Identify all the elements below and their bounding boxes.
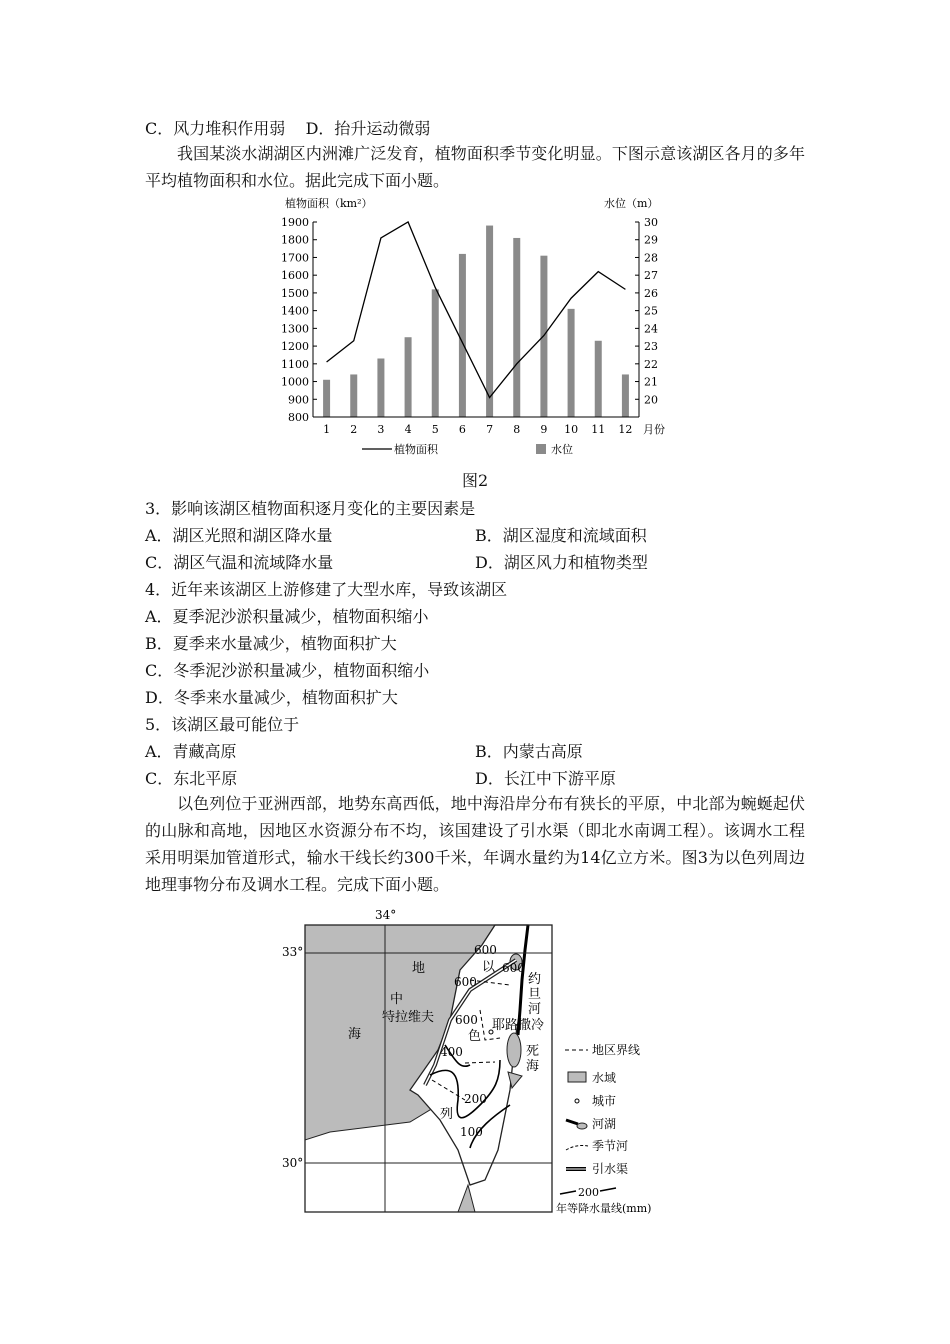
dead-sea-label-2: 海	[526, 1059, 540, 1074]
q3-stem: 3．影响该湖区植物面积逐月变化的主要因素是	[145, 499, 476, 518]
bar-12	[622, 374, 629, 417]
right-tick-label-25: 25	[644, 304, 658, 318]
right-tick-label-22: 22	[644, 357, 658, 371]
left-tick-label-900: 900	[288, 393, 309, 407]
left-tick-label-800: 800	[288, 411, 309, 424]
x-tick-label-11: 11	[591, 423, 606, 436]
lat-33-label: 33°	[282, 945, 304, 959]
q3-option-b[interactable]: B．湖区湿度和流域面积	[475, 526, 647, 545]
q4-option-d[interactable]: D．冬季来水量减少，植物面积扩大	[145, 688, 398, 707]
lon-34-label: 34°	[375, 908, 397, 922]
left-tick-label-1700: 1700	[281, 251, 309, 265]
bar-4	[405, 337, 412, 417]
jordan-label-3: 河	[528, 1002, 542, 1017]
eilat-water	[458, 1185, 475, 1212]
legend-label-bar: 水位	[551, 443, 573, 456]
right-tick-label-21: 21	[644, 375, 658, 389]
q4-stem: 4．近年来该湖区上游修建了大型水库，导致该湖区	[145, 580, 508, 599]
legend-seasonal-river: 季节河	[592, 1139, 629, 1153]
q4-option-c[interactable]: C．冬季泥沙淤积量减少，植物面积缩小	[145, 661, 430, 680]
legend-isoline: 年等降水量线(mm)	[556, 1202, 652, 1215]
isoline-label-600d: 600	[455, 1013, 478, 1027]
left-axis-title: 植物面积（km²）	[285, 197, 373, 210]
x-tick-label-10: 10	[564, 423, 579, 436]
jordan-label-2: 旦	[528, 987, 542, 1002]
legend-bar-swatch	[536, 444, 546, 454]
right-tick-label-30: 30	[644, 216, 658, 229]
left-tick-label-1200: 1200	[281, 340, 309, 354]
option-d: D．抬升运动微弱	[305, 119, 431, 138]
right-tick-label-20: 20	[644, 393, 658, 407]
x-tick-label-7: 7	[486, 423, 494, 436]
bar-7	[486, 226, 493, 417]
figure-caption: 图2	[462, 471, 489, 490]
isoline-label-400: 400	[440, 1045, 463, 1059]
bar-10	[568, 309, 575, 417]
q2-options-cd	[145, 116, 430, 139]
isoline-label-100: 100	[460, 1125, 483, 1139]
left-tick-label-1900: 1900	[281, 216, 309, 229]
right-tick-label-29: 29	[644, 233, 658, 247]
x-axis-title: 月份	[643, 423, 665, 436]
lat-30-label: 30°	[282, 1156, 304, 1170]
israel-map	[270, 900, 690, 1220]
q3-option-c[interactable]: C．湖区气温和流域降水量	[145, 553, 334, 572]
bar-2	[350, 374, 357, 417]
isoline-label-200: 200	[464, 1092, 487, 1106]
map-legend	[556, 1042, 651, 1215]
legend-city: 城市	[592, 1094, 617, 1108]
x-tick-label-4: 4	[404, 423, 412, 436]
q5-option-d[interactable]: D．长江中下游平原	[475, 769, 616, 788]
q5-stem: 5．该湖区最可能位于	[145, 715, 300, 734]
left-tick-label-1500: 1500	[281, 286, 309, 300]
right-tick-label-23: 23	[644, 340, 658, 354]
left-tick-label-1800: 1800	[281, 233, 309, 247]
legend-canal: 引水渠	[592, 1162, 629, 1176]
sea-label-3: 海	[348, 1027, 362, 1042]
right-tick-label-28: 28	[644, 251, 658, 265]
legend-river-lake: 河湖	[592, 1117, 617, 1131]
jerusalem-label: 耶路撒冷	[492, 1018, 545, 1033]
x-tick-label-12: 12	[618, 423, 633, 436]
right-tick-label-26: 26	[644, 286, 658, 300]
legend-water: 水域	[592, 1071, 617, 1085]
tel-aviv-label: 特拉维夫	[382, 1010, 435, 1025]
jordan-label-1: 约	[528, 972, 542, 987]
intro-paragraph-lake: 我国某淡水湖湖区内洲滩广泛发育，植物面积季节变化明显。下图示意该湖区各月的多年平均植物面积和水位。据此完成下面小题。	[145, 144, 805, 190]
bar-1	[323, 380, 330, 417]
q4-option-a[interactable]: A．夏季泥沙淤积量减少，植物面积缩小	[145, 607, 429, 626]
right-tick-label-24: 24	[644, 322, 658, 336]
bar-3	[377, 359, 384, 418]
option-c: C．风力堆积作用弱	[145, 119, 286, 138]
bar-5	[432, 289, 439, 417]
left-tick-label-1000: 1000	[281, 375, 309, 389]
lake-chart	[270, 190, 690, 465]
dead-sea-water	[507, 1033, 521, 1067]
country-label-2: 色	[468, 1029, 482, 1044]
sea-label-2: 中	[390, 992, 404, 1007]
q3-option-a[interactable]: A．湖区光照和湖区降水量	[145, 526, 333, 545]
isoline-label-600a: 600	[474, 943, 497, 957]
q3-option-d[interactable]: D．湖区风力和植物类型	[475, 553, 648, 572]
right-axis-title: 水位（m）	[604, 197, 659, 210]
q5-option-a[interactable]: A．青藏高原	[145, 742, 237, 761]
isoline-label-600c: 600	[502, 961, 525, 975]
x-tick-label-8: 8	[513, 423, 521, 436]
bar-8	[513, 238, 520, 417]
left-tick-label-1100: 1100	[281, 357, 309, 371]
sea-label-1: 地	[412, 961, 426, 976]
country-label-1: 以	[482, 960, 496, 975]
bar-6	[459, 254, 466, 417]
x-tick-label-9: 9	[540, 423, 548, 436]
q4-option-b[interactable]: B．夏季来水量减少，植物面积扩大	[145, 634, 397, 653]
x-tick-label-5: 5	[431, 423, 439, 436]
x-tick-label-2: 2	[350, 423, 358, 436]
isoline-label-600b: 600	[454, 975, 477, 989]
legend-boundary: 地区界线	[592, 1043, 641, 1057]
q5-option-c[interactable]: C．东北平原	[145, 769, 238, 788]
x-tick-label-1: 1	[323, 423, 331, 436]
x-tick-label-3: 3	[377, 423, 385, 436]
q5-option-b[interactable]: B．内蒙古高原	[475, 742, 583, 761]
bar-11	[595, 341, 602, 417]
intro-paragraph-israel: 以色列位于亚洲西部，地势东高西低，地中海沿岸分布有狭长的平原，中北部为蜿蜒起伏的山脉和高地，因地区水资源分布不均，该国建设了引水渠（即北水南调工程）。该调水工程采用明渠加管道形式，输水干线长约300千米，年调水量约为14亿立方米。图3为以色列周边地理事物分布及调水工程。完成下面小题。	[145, 794, 805, 894]
country-label-3: 列	[440, 1107, 454, 1122]
x-tick-label-6: 6	[458, 423, 466, 436]
dead-sea-label-1: 死	[526, 1044, 540, 1059]
legend-isoline-value: 200	[578, 1186, 599, 1199]
right-tick-label-27: 27	[644, 269, 658, 283]
left-tick-label-1600: 1600	[281, 269, 309, 283]
legend-label-line: 植物面积	[394, 443, 438, 456]
left-tick-label-1300: 1300	[281, 322, 309, 336]
left-tick-label-1400: 1400	[281, 304, 309, 318]
line-series-植物面积	[327, 222, 626, 398]
